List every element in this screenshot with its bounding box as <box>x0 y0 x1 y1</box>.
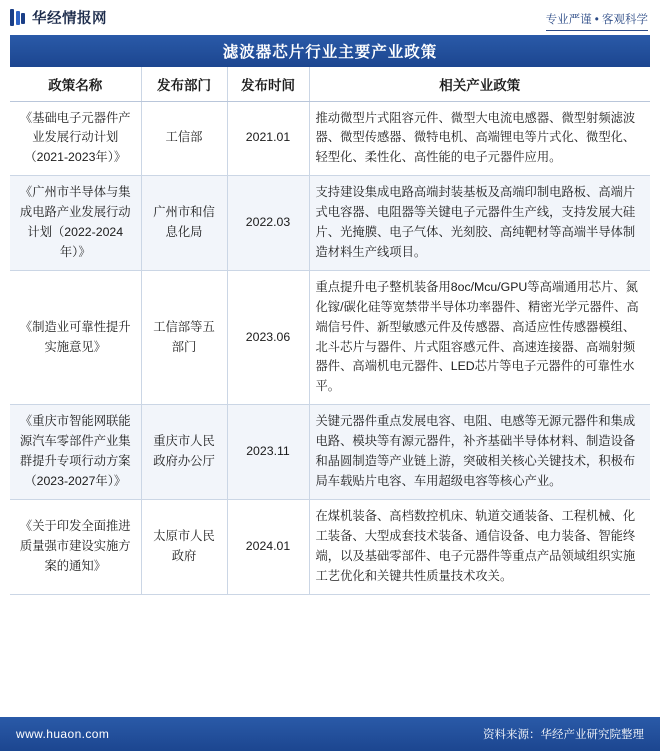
table-row <box>10 499 650 594</box>
cell-date: 2022.03 <box>227 176 309 271</box>
table-row <box>10 101 650 176</box>
cell-date: 2021.01 <box>227 101 309 176</box>
source-note: 资料来源：华经产业研究院整理 <box>483 729 644 741</box>
policy-table <box>10 67 650 595</box>
cell-department: 重庆市人民政府办公厅 <box>141 405 227 500</box>
page-title: 滤波器芯片行业主要产业政策 <box>222 44 438 61</box>
cell-department: 太原市人民政府 <box>141 499 227 594</box>
cell-policy-name: 《关于印发全面推进质量强市建设实施方案的通知》 <box>10 499 141 594</box>
cell-date: 2023.11 <box>227 405 309 500</box>
cell-department: 广州市和信息化局 <box>141 176 227 271</box>
brand <box>10 7 107 28</box>
brand-tagline: 专业严谨 • 客观科学 <box>546 7 648 27</box>
table-row <box>10 176 650 271</box>
cell-content: 重点提升电子整机装备用8oc/Mcu/GPU等高端通用芯片、氮化镓/碳化硅等宽禁带半导体功率器件、精密光学元器件、高端信号件、新型敏感元件及传感器、高适应性传感器模组、北斗芯片与器件、片式阻容感元件、高速连接器、高端射频器件、高端机电元器件、LED芯片等电子元器件的可靠性水平。 <box>309 270 650 404</box>
cell-policy-name: 《基础电子元器件产业发展行动计划（2021-2023年）》 <box>10 101 141 176</box>
table-header-row <box>10 67 650 101</box>
cell-department: 工信部 <box>141 101 227 176</box>
column-header-department: 发布部门 <box>141 67 227 101</box>
column-header-content: 相关产业政策 <box>309 67 650 101</box>
chart-title-band <box>10 35 650 67</box>
page-header <box>0 0 660 34</box>
cell-date: 2024.01 <box>227 499 309 594</box>
website-url[interactable]: www.huaon.com <box>16 727 110 741</box>
bars-logo-icon <box>10 9 25 26</box>
cell-policy-name: 《制造业可靠性提升实施意见》 <box>10 270 141 404</box>
column-header-date: 发布时间 <box>227 67 309 101</box>
cell-policy-name: 《广州市半导体与集成电路产业发展行动计划（2022-2024年）》 <box>10 176 141 271</box>
cell-date: 2023.06 <box>227 270 309 404</box>
cell-policy-name: 《重庆市智能网联能源汽车零部件产业集群提升专项行动方案（2023-2027年）》 <box>10 405 141 500</box>
cell-department: 工信部等五部门 <box>141 270 227 404</box>
cell-content: 支持建设集成电路高端封装基板及高端印制电路板、高端片式电容器、电阻器等关键电子元器件生产线，支持发展大硅片、光掩膜、电子气体、光刻胶、高纯靶材等高端半导体制造材料生产线项目。 <box>309 176 650 271</box>
cell-content: 关键元器件重点发展电容、电阻、电感等无源元器件和集成电路、模块等有源元器件，补齐基础半导体材料、制造设备和晶圆制造等产业链上游，突破相关核心关键技术，积极布局车载贴片电容、车用超级电容等核心产业。 <box>309 405 650 500</box>
column-header-policy-name: 政策名称 <box>10 67 141 101</box>
brand-name: 华经情报网 <box>32 10 107 27</box>
table-row <box>10 405 650 500</box>
table-row <box>10 270 650 404</box>
page-footer <box>0 717 660 751</box>
cell-content: 在煤机装备、高档数控机床、轨道交通装备、工程机械、化工装备、大型成套技术装备、通信设备、电力装备、智能终端，以及基础零部件、电子元器件等重点产品领域组织实施工艺优化和关键共性质量技术攻关。 <box>309 499 650 594</box>
cell-content: 推动微型片式阻容元件、微型大电流电感器、微型射频滤波器、微型传感器、微特电机、高端锂电等片式化、微型化、轻型化、柔性化、高性能的电子元器件应用。 <box>309 101 650 176</box>
